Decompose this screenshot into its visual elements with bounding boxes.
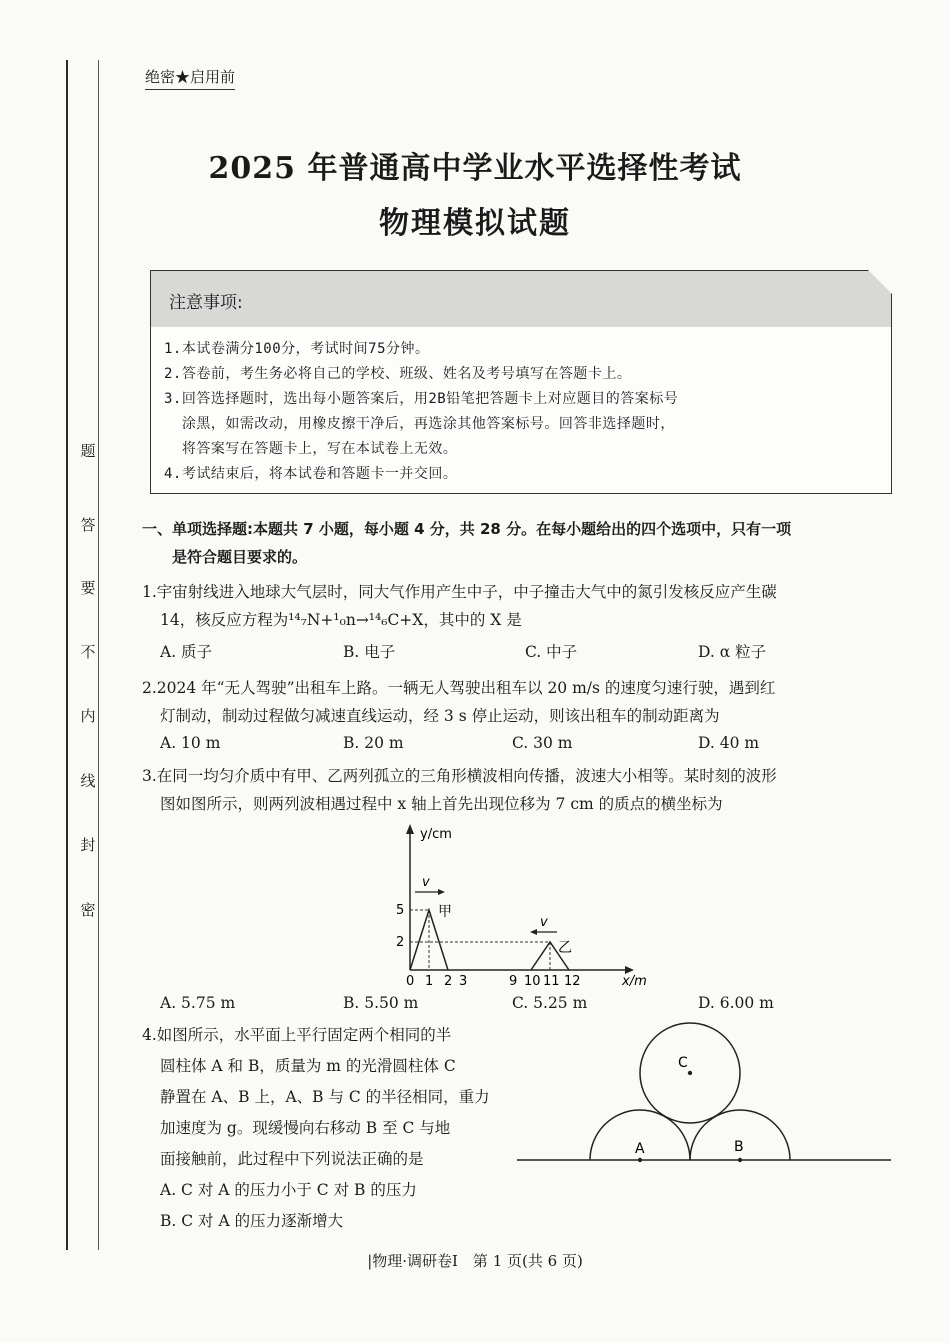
q1-option-b: B. 电子 <box>343 643 396 661</box>
question-4-line: 面接触前，此过程中下列说法正确的是 <box>160 1150 424 1168</box>
question-3-text: 图如图所示，则两列波相遇过程中 x 轴上首先出现位移为 7 cm 的质点的横坐标为 <box>160 795 723 813</box>
y-tick: 5 <box>396 903 405 918</box>
page-footer: |物理·调研卷Ⅰ 第 1 页(共 6 页) <box>367 1252 583 1270</box>
y-tick: 2 <box>396 935 405 950</box>
question-2-text: 2.2024 年“无人驾驶”出租车上路。一辆无人驾驶出租车以 20 m/s 的速度匀速行驶，遇到红 <box>142 679 776 697</box>
q1-option-c: C. 中子 <box>525 643 578 661</box>
x-tick: 0 <box>406 974 415 989</box>
q3-option-a: A. 5.75 m <box>160 994 236 1012</box>
question-3-text: 3.在同一均匀介质中有甲、乙两列孤立的三角形横波相向传播，波速大小相等。某时刻的波形 <box>142 767 777 785</box>
x-tick: 11 <box>543 974 560 989</box>
binding-char: 内 <box>80 707 96 725</box>
secret-label: 绝密★启用前 <box>145 66 235 90</box>
q3-option-c: C. 5.25 m <box>512 994 588 1012</box>
cylinder-figure <box>515 1010 895 1170</box>
x-tick: 12 <box>564 974 581 989</box>
binding-char: 封 <box>80 836 96 854</box>
label-b: B <box>734 1139 744 1155</box>
q2-option-d: D. 40 m <box>698 734 760 752</box>
notice-item: 2.答卷前，考生务必将自己的学校、班级、姓名及考号填写在答题卡上。 <box>164 366 632 382</box>
question-4-line: 加速度为 g。现缓慢向右移动 B 至 C 与地 <box>160 1119 451 1137</box>
notice-heading: 注意事项: <box>169 293 243 313</box>
q3-option-d: D. 6.00 m <box>698 994 774 1012</box>
notice-header <box>151 271 891 327</box>
notice-item: 4.考试结束后，将本试卷和答题卡一并交回。 <box>164 466 458 482</box>
velocity-label: v <box>422 875 430 890</box>
question-4-text <box>142 1020 490 1237</box>
section-heading: 一、单项选择题:本题共 7 小题，每小题 4 分，共 28 分。在每小题给出的四个选项中，只有一项 <box>142 520 792 538</box>
binding-char: 答 <box>80 516 96 534</box>
x-axis-label: x/m <box>622 974 647 989</box>
notice-box <box>150 270 892 494</box>
question-2-text: 灯制动，制动过程做匀减速直线运动，经 3 s 停止运动，则该出租车的制动距离为 <box>160 707 720 725</box>
notice-item: 涂黑，如需改动，用橡皮擦干净后，再选涂其他答案标号。回答非选择题时， <box>164 416 675 432</box>
q1-option-a: A. 质子 <box>160 643 213 661</box>
subject-title: 物理模拟试题 <box>379 206 571 241</box>
y-axis-label: y/cm <box>420 827 452 842</box>
binding-char: 不 <box>80 643 96 661</box>
x-tick: 1 <box>425 974 434 989</box>
binding-char: 线 <box>80 772 96 790</box>
notice-item: 3.回答选择题时，选出每小题答案后，用2B铅笔把答题卡上对应题目的答案标号 <box>164 391 679 407</box>
notice-item: 将答案写在答题卡上，写在本试卷上无效。 <box>164 441 458 457</box>
x-tick: 3 <box>459 974 468 989</box>
question-4-line: 静置在 A、B 上，A、B 与 C 的半径相同，重力 <box>160 1088 490 1106</box>
question-1-text: 14，核反应方程为¹⁴₇N+¹₀n→¹⁴₆C+X，其中的 X 是 <box>160 611 522 629</box>
notice-item: 1.本试卷满分100分，考试时间75分钟。 <box>164 341 430 357</box>
label-a: A <box>635 1141 645 1157</box>
section-heading-cont: 是符合题目要求的。 <box>172 548 308 566</box>
question-1-text: 1.宇宙射线进入地球大气层时，同大气作用产生中子，中子撞击大气中的氮引发核反应产生碳 <box>142 583 777 601</box>
notice-list <box>164 337 879 487</box>
wave-jia-label: 甲 <box>438 904 452 920</box>
q4-option-a: A. C 对 A 的压力小于 C 对 B 的压力 <box>160 1181 417 1199</box>
q2-option-a: A. 10 m <box>160 734 221 752</box>
question-4-line: 圆柱体 A 和 B，质量为 m 的光滑圆柱体 C <box>160 1057 456 1075</box>
x-tick: 10 <box>524 974 541 989</box>
velocity-label: v <box>540 915 548 930</box>
question-4-line: 4.如图所示，水平面上平行固定两个相同的半 <box>142 1026 452 1044</box>
x-tick: 2 <box>444 974 453 989</box>
q4-option-b: B. C 对 A 的压力逐渐增大 <box>160 1212 344 1230</box>
binding-char: 题 <box>80 442 96 460</box>
q2-option-c: C. 30 m <box>512 734 573 752</box>
binding-char: 要 <box>80 579 96 597</box>
x-tick: 9 <box>509 974 518 989</box>
q1-option-d: D. α 粒子 <box>698 643 767 661</box>
q3-option-b: B. 5.50 m <box>343 994 419 1012</box>
exam-title: 2025 年普通高中学业水平选择性考试 <box>208 151 742 186</box>
binding-char: 密 <box>80 901 96 919</box>
label-c: C <box>678 1055 688 1071</box>
q2-option-b: B. 20 m <box>343 734 404 752</box>
wave-figure <box>360 820 660 990</box>
wave-yi-label: 乙 <box>558 940 572 956</box>
